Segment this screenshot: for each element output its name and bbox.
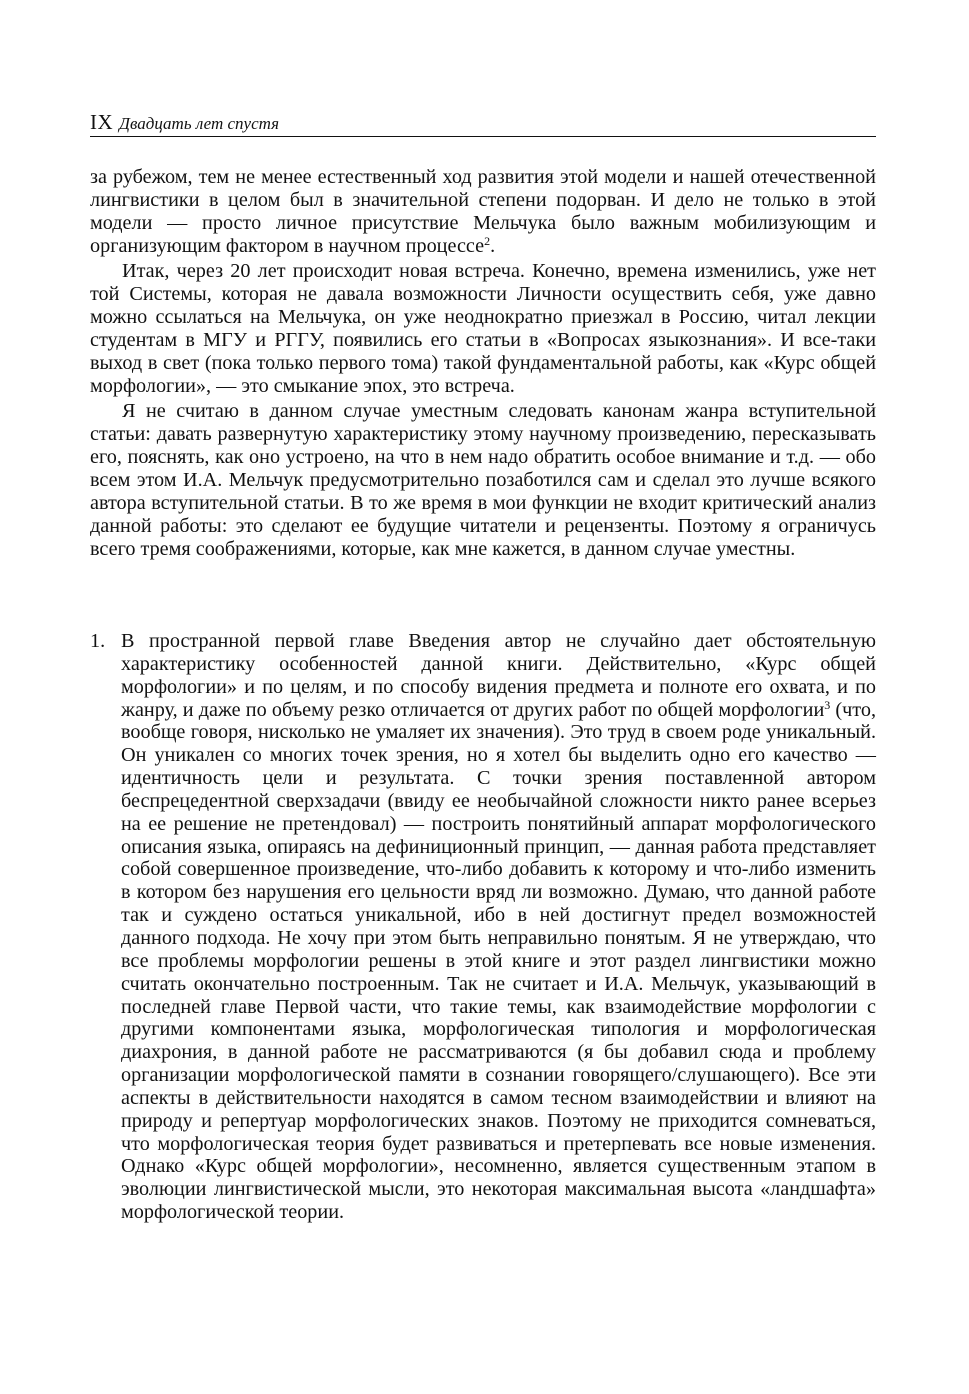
- paragraph-text: за рубежом, тем не менее естественный ход развития этой модели и нашей отечественной лингвистики в целом был в значительной степени подорван. И дело не только в этой модели — просто личное присутствие Мельчука было важным мобилизующим и организующим фактором в научном процессе: [90, 166, 876, 257]
- list-item-number: 1.: [90, 630, 106, 652]
- paragraph: [90, 400, 876, 560]
- list-item-text: В пространной первой главе Введения автор не случайно дает обстоятельную характеристику особенностей данной книги. Действительно, «Курс общей морфологии» и по целям, и по способу видения предмета и полноте его охвата, и по жанру, и даже по объему резко отличается от других работ по общей морфологии: [121, 630, 876, 721]
- list-item-text-continued: (что, вообще говоря, нисколько не умаляет их значения). Это труд в своем роде уникальный. Он уникален со многих точек зрения, но я хотел бы выделить одно его качество — идентичность цели и результата. С точки зрения поставленной автором беспрецедентной сверхзадачи (ввиду ее необычайной сложности никто ранее всерьез на ее решение не претендовал) — построить понятийный аппарат морфологического описания языка, опираясь на дефиниционный принцип, — данная работа представляет собой совершенное произведение, что-либо добавить к которому и что-либо изменить в котором без нарушения его цельности вряд ли возможно. Думаю, что данной работе так и суждено остаться уникальной, ибо в ней достигнут предел возможностей данного подхода. Не хочу при этом быть неправильно понятым. Я не утверждаю, что все проблемы морфологии решены в этой книге и этот раздел лингвистики можно считать окончательно построенным. Так не считает и И.А. Мельчук, указывающий в последней главе Первой части, что такие темы, как взаимодействие морфологии с другими компонентами языка, морфологическая типология и морфологическая диахрония, в данной работе не рассматриваются (я бы добавил сюда и проблему организации морфологической памяти в сознании говорящего/слушающего). Все эти аспекты в действительности находятся в самом тесном взаимодействии и влияют на природу и репертуар морфологических знаков. Поэтому не приходится сомневаться, что морфологическая теория будет развиваться и претерпевать все новые изменения. Однако «Курс общей морфологии», несомненно, является существенным этапом в эволюции лингвистической мысли, это некоторая максимальная высота «ландшафта» морфологической теории.: [121, 698, 876, 1224]
- running-head: [90, 110, 876, 137]
- paragraph-text: Итак, через 20 лет происходит новая встреча. Конечно, времена изменились, уже нет той Системы, которая не давала возможности Личности осуществить себя, уже давно можно ссылаться на Мельчука, он уже неоднократно приезжал в Россию, читал лекции студентам в МГУ и РГГУ, появились его статьи в «Вопросах языкознания». И все-таки выход в свет (пока только первого тома) такой фундаментальной работы, как «Курс общей морфологии», — это смыкание эпох, это встреча.: [90, 260, 876, 397]
- chapter-title: Двадцать лет спустя: [119, 114, 280, 133]
- paragraph-text-end: .: [490, 234, 496, 257]
- numbered-list: [90, 630, 876, 1224]
- body-text: [90, 166, 876, 560]
- list-item: [90, 630, 876, 1224]
- footnote-mark[interactable]: 2: [484, 233, 491, 248]
- paragraph-text: Я не считаю в данном случае уместным следовать канонам жанра вступительной статьи: давать развернутую характеристику этому научному произведению, пересказывать его, пояснять, как оно устроено, на что в нем надо обратить особое внимание и т.д. — обо всем этом И.А. Мельчук предусмотрительно позаботился сам и сделал это лучше всякого автора вступительной статьи. В то же время в мои функции не входит критический анализ данной работы: это сделают ее будущие читатели и рецензенты. Поэтому я ограничусь всего тремя соображениями, которые, как мне кажется, в данном случае уместны.: [90, 400, 876, 560]
- paragraph-continuation: [90, 166, 876, 257]
- footnote-mark[interactable]: 3: [824, 697, 831, 712]
- paragraph: [90, 260, 876, 397]
- page-number: IX: [90, 110, 114, 134]
